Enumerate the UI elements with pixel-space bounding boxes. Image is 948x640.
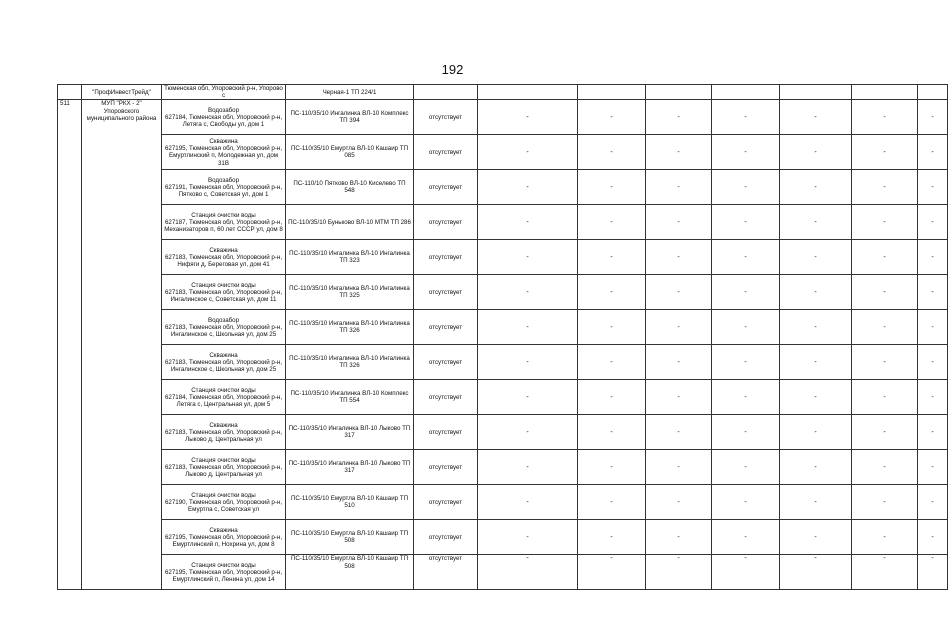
- cell-number: [58, 85, 82, 100]
- cell-dash: -: [918, 100, 948, 135]
- cell-dash: -: [478, 555, 578, 590]
- cell-empty: [646, 85, 712, 100]
- cell-dash: -: [578, 380, 646, 415]
- cell-dash: -: [712, 135, 780, 170]
- cell-dash: -: [852, 275, 918, 310]
- cell-empty: [918, 85, 948, 100]
- cell-dash: -: [780, 135, 852, 170]
- table-row: [58, 100, 948, 135]
- cell-status: отсутствует: [414, 240, 478, 275]
- cell-status: отсутствует: [414, 450, 478, 485]
- cell-status: отсутствует: [414, 135, 478, 170]
- cell-dash: -: [712, 415, 780, 450]
- cell-source: ПС-110/35/10 Ингалинка ВЛ-10 Лыково ТП 317: [286, 450, 414, 485]
- cell-object: Скважина 627183, Тюменская обл, Упоровский р-н, Ингалинское с, Школьная ул, дом 25: [162, 345, 286, 380]
- cell-dash: -: [578, 345, 646, 380]
- cell-source: ПС-110/35/10 Ингалинка ВЛ-10 Комплекс ТП 394: [286, 100, 414, 135]
- cell-dash: -: [780, 485, 852, 520]
- cell-dash: -: [478, 380, 578, 415]
- table-row: [58, 310, 948, 345]
- cell-dash: -: [780, 310, 852, 345]
- cell-dash: -: [578, 100, 646, 135]
- cell-dash: -: [578, 170, 646, 205]
- cell-dash: -: [780, 450, 852, 485]
- cell-dash: -: [712, 450, 780, 485]
- cell-dash: -: [852, 100, 918, 135]
- cell-object: Скважина 627183, Тюменская обл, Упоровский р-н, Нифяги д, Береговая ул, дом 41: [162, 240, 286, 275]
- cell-org: "ПрофИнвестТрейд": [82, 85, 162, 100]
- cell-dash: -: [646, 520, 712, 555]
- page-number: 192: [441, 62, 464, 77]
- table-row: [58, 380, 948, 415]
- cell-dash: -: [852, 135, 918, 170]
- cell-dash: -: [478, 415, 578, 450]
- cell-dash: -: [852, 170, 918, 205]
- cell-dash: -: [918, 450, 948, 485]
- cell-dash: -: [918, 380, 948, 415]
- cell-status: [414, 85, 478, 100]
- cell-dash: -: [578, 275, 646, 310]
- cell-dash: -: [646, 345, 712, 380]
- cell-source: ПС-110/35/10 Буньково ВЛ-10 МТМ ТП 286: [286, 205, 414, 240]
- cell-source: ПС-110/35/10 Емуртла ВЛ-10 Кашаир ТП 510: [286, 485, 414, 520]
- cell-dash: -: [478, 485, 578, 520]
- cell-dash: -: [712, 555, 780, 590]
- cell-dash: -: [780, 555, 852, 590]
- cell-status: отсутствует: [414, 415, 478, 450]
- cell-dash: -: [852, 345, 918, 380]
- cell-source: ПС-110/10 Пятково ВЛ-10 Киселево ТП 548: [286, 170, 414, 205]
- cell-dash: -: [780, 415, 852, 450]
- cell-empty: [780, 85, 852, 100]
- table-row: [58, 170, 948, 205]
- cell-dash: -: [918, 485, 948, 520]
- cell-object: Станция очистки воды 627183, Тюменская обл, Упоровский р-н, Лыково д, Центральная ул: [162, 450, 286, 485]
- cell-source: ПС-110/35/10 Емуртла ВЛ-10 Кашаир ТП 508: [286, 520, 414, 555]
- cell-dash: -: [918, 310, 948, 345]
- cell-dash: -: [780, 240, 852, 275]
- cell-dash: -: [918, 135, 948, 170]
- cell-dash: -: [780, 275, 852, 310]
- cell-dash: -: [852, 240, 918, 275]
- cell-status: отсутствует: [414, 310, 478, 345]
- cell-dash: -: [918, 170, 948, 205]
- cell-object: Скважина 627195, Тюменская обл, Упоровский р-н, Емуртлинский п, Нохрина ул, дом 8: [162, 520, 286, 555]
- cell-dash: -: [780, 520, 852, 555]
- cell-dash: -: [712, 205, 780, 240]
- cell-dash: -: [918, 520, 948, 555]
- cell-dash: -: [852, 310, 918, 345]
- cell-object: Станция очистки воды 627190, Тюменская обл, Упоровский р-н, Емуртла с, Советская ул: [162, 485, 286, 520]
- table-row: [58, 415, 948, 450]
- cell-dash: -: [478, 205, 578, 240]
- table-row: [58, 345, 948, 380]
- cell-empty: [478, 85, 578, 100]
- cell-dash: -: [852, 415, 918, 450]
- cell-source: ПС-110/35/10 Ингалинка ВЛ-10 Ингалинка ТП 325: [286, 275, 414, 310]
- cell-dash: -: [712, 275, 780, 310]
- cell-object: Скважина 627195, Тюменская обл, Упоровский р-н, Емуртлинский п, Молодежная ул, дом 31В: [162, 135, 286, 170]
- cell-dash: -: [478, 520, 578, 555]
- cell-dash: -: [578, 205, 646, 240]
- cell-source: ПС-110/35/10 Емуртла ВЛ-10 Кашаир ТП 508: [286, 555, 414, 590]
- table-row: [58, 275, 948, 310]
- cell-dash: -: [852, 555, 918, 590]
- cell-dash: -: [780, 345, 852, 380]
- cell-empty: [852, 85, 918, 100]
- cell-dash: -: [478, 310, 578, 345]
- cell-status: отсутствует: [414, 170, 478, 205]
- cell-dash: -: [712, 310, 780, 345]
- cell-dash: -: [578, 485, 646, 520]
- cell-dash: -: [646, 170, 712, 205]
- cell-dash: -: [712, 380, 780, 415]
- cell-empty: [578, 85, 646, 100]
- cell-org: МУП "РКХ - 2" Упоровского муниципального района: [82, 100, 162, 590]
- cell-status: отсутствует: [414, 380, 478, 415]
- cell-status: отсутствует: [414, 345, 478, 380]
- cell-dash: -: [646, 135, 712, 170]
- cell-source: ПС-110/35/10 Ингалинка ВЛ-10 Ингалинка ТП 326: [286, 310, 414, 345]
- cell-dash: -: [852, 205, 918, 240]
- cell-object: Станция очистки воды 627183, Тюменская обл, Упоровский р-н, Ингалинское с, Советская ул, дом 11: [162, 275, 286, 310]
- registry-table: [57, 84, 948, 590]
- cell-dash: -: [712, 170, 780, 205]
- cell-object: Водозабор 627191, Тюменская обл, Упоровский р-н, Пятково с, Советская ул, дом 1: [162, 170, 286, 205]
- cell-dash: -: [712, 100, 780, 135]
- table-row: [58, 240, 948, 275]
- cell-object: Станция очистки воды 627187, Тюменская обл, Упоровский р-н, Механизаторов п, 60 лет СССР ул, дом 8: [162, 205, 286, 240]
- cell-dash: -: [646, 205, 712, 240]
- table-row: [58, 520, 948, 555]
- cell-dash: -: [918, 275, 948, 310]
- cell-source: ПС-110/35/10 Ингалинка ВЛ-10 Ингалинка ТП 326: [286, 345, 414, 380]
- cell-dash: -: [478, 100, 578, 135]
- cell-status: отсутствует: [414, 205, 478, 240]
- cell-status: отсутствует: [414, 275, 478, 310]
- cell-dash: -: [646, 450, 712, 485]
- cell-status: отсутствует: [414, 520, 478, 555]
- table-row: [58, 450, 948, 485]
- cell-dash: -: [780, 380, 852, 415]
- cell-dash: -: [712, 240, 780, 275]
- cell-dash: -: [646, 380, 712, 415]
- cell-dash: -: [852, 520, 918, 555]
- cell-dash: -: [646, 240, 712, 275]
- cell-dash: -: [712, 520, 780, 555]
- cell-dash: -: [852, 485, 918, 520]
- cell-dash: -: [712, 345, 780, 380]
- cell-empty: [712, 85, 780, 100]
- cell-dash: -: [918, 415, 948, 450]
- cell-source: ПС-110/35/10 Ингалинка ВЛ-10 Комплекс ТП 554: [286, 380, 414, 415]
- cell-dash: -: [646, 310, 712, 345]
- cell-dash: -: [712, 485, 780, 520]
- cell-dash: -: [646, 275, 712, 310]
- cell-dash: -: [478, 275, 578, 310]
- cell-dash: -: [478, 135, 578, 170]
- cell-object: Станция очистки воды 627184, Тюменская обл, Упоровский р-н, Летяга с, Центральная ул, дом 5: [162, 380, 286, 415]
- cell-dash: -: [578, 310, 646, 345]
- cell-object: Водозабор 627184, Тюменская обл, Упоровский р-н, Летяга с, Свободы ул, дом 1: [162, 100, 286, 135]
- cell-dash: -: [780, 170, 852, 205]
- cell-object: Водозабор 627183, Тюменская обл, Упоровский р-н, Ингалинское с, Школьная ул, дом 25: [162, 310, 286, 345]
- cell-dash: -: [478, 170, 578, 205]
- cell-number: 511: [58, 100, 82, 590]
- cell-dash: -: [852, 380, 918, 415]
- table-row: [58, 485, 948, 520]
- cell-dash: -: [578, 415, 646, 450]
- cell-status: отсутствует: [414, 555, 478, 590]
- cell-dash: -: [578, 135, 646, 170]
- cell-dash: -: [852, 450, 918, 485]
- cell-source: ПС-110/35/10 Ингалинка ВЛ-10 Лыково ТП 317: [286, 415, 414, 450]
- cell-dash: -: [918, 555, 948, 590]
- cell-dash: -: [478, 240, 578, 275]
- cell-dash: -: [578, 450, 646, 485]
- cell-source: Черная-1 ТП 224/1: [286, 85, 414, 100]
- cell-dash: -: [646, 100, 712, 135]
- cell-dash: -: [578, 520, 646, 555]
- cell-dash: -: [578, 555, 646, 590]
- cell-dash: -: [780, 100, 852, 135]
- table-row: [58, 205, 948, 240]
- cell-dash: -: [918, 240, 948, 275]
- cell-dash: -: [578, 240, 646, 275]
- cell-object: Скважина 627183, Тюменская обл, Упоровский р-н, Лыково д, Центральная ул: [162, 415, 286, 450]
- cell-dash: -: [646, 555, 712, 590]
- cell-status: отсутствует: [414, 485, 478, 520]
- cell-object: Тюменская обл, Упоровский р-н, Упорово с: [162, 85, 286, 100]
- cell-dash: -: [646, 415, 712, 450]
- cell-dash: -: [478, 450, 578, 485]
- cell-dash: -: [780, 205, 852, 240]
- cell-dash: -: [646, 485, 712, 520]
- cell-dash: -: [918, 345, 948, 380]
- table-row: [58, 85, 948, 100]
- cell-status: отсутствует: [414, 100, 478, 135]
- cell-source: ПС-110/35/10 Ингалинка ВЛ-10 Ингалинка ТП 323: [286, 240, 414, 275]
- cell-source: ПС-110/35/10 Емуртла ВЛ-10 Кашаир ТП 085: [286, 135, 414, 170]
- cell-object: Станция очистки воды 627195, Тюменская обл, Упоровский р-н, Емуртлинский п, Ленина ул, дом 14: [162, 555, 286, 590]
- table-row: [58, 135, 948, 170]
- cell-dash: -: [478, 345, 578, 380]
- cell-dash: -: [918, 205, 948, 240]
- table-row: [58, 555, 948, 590]
